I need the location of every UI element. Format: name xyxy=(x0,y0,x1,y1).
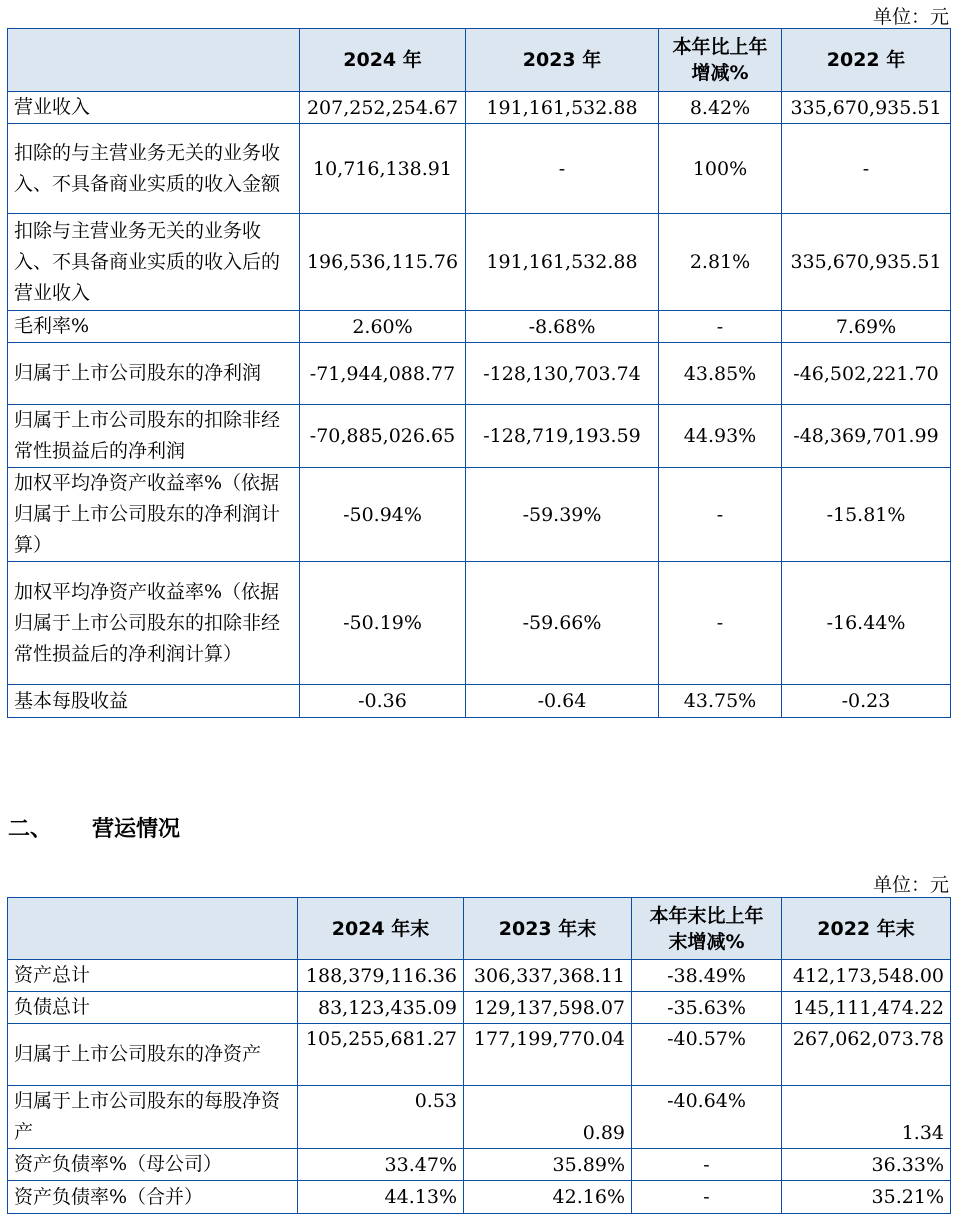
value-cell: -8.68% xyxy=(466,311,659,343)
value-cell: 36.33% xyxy=(782,1149,951,1181)
table-row xyxy=(8,92,951,124)
value-cell: - xyxy=(466,124,659,214)
header-2023-end: 2023 年末 xyxy=(464,898,632,960)
value-cell: 35.21% xyxy=(782,1181,951,1214)
value-cell: 33.47% xyxy=(298,1149,464,1181)
row-label: 归属于上市公司股东的净资产 xyxy=(8,1024,298,1086)
unit-label-1: 单位：元 xyxy=(872,6,949,28)
value-cell: -35.63% xyxy=(632,992,782,1024)
value-cell: 44.93% xyxy=(659,405,782,468)
value-cell: 35.89% xyxy=(464,1149,632,1181)
section-heading xyxy=(8,812,180,843)
row-label: 资产负债率%（合并） xyxy=(8,1181,298,1214)
value-cell: - xyxy=(782,124,951,214)
value-cell: -128,130,703.74 xyxy=(466,343,659,405)
value-cell: - xyxy=(659,311,782,343)
header-blank xyxy=(8,29,300,92)
table-row xyxy=(8,1024,951,1086)
value-cell: 2.60% xyxy=(300,311,466,343)
value-cell: 43.75% xyxy=(659,685,782,718)
value-cell: -48,369,701.99 xyxy=(782,405,951,468)
table-row xyxy=(8,124,951,214)
row-label: 归属于上市公司股东的扣除非经常性损益后的净利润 xyxy=(8,405,300,468)
value-cell: -15.81% xyxy=(782,468,951,562)
table-row xyxy=(8,468,951,562)
value-cell: - xyxy=(659,562,782,685)
row-label: 资产总计 xyxy=(8,960,298,992)
value-cell: 196,536,115.76 xyxy=(300,214,466,311)
value-cell: 306,337,368.11 xyxy=(464,960,632,992)
value-cell: -38.49% xyxy=(632,960,782,992)
row-label: 营业收入 xyxy=(8,92,300,124)
table-row xyxy=(8,960,951,992)
value-cell: -0.64 xyxy=(466,685,659,718)
unit-label-2: 单位：元 xyxy=(872,874,949,896)
value-cell: -46,502,221.70 xyxy=(782,343,951,405)
row-label: 资产负债率%（母公司） xyxy=(8,1149,298,1181)
table-row xyxy=(8,685,951,718)
value-cell: -16.44% xyxy=(782,562,951,685)
value-cell: - xyxy=(659,468,782,562)
value-cell: 105,255,681.27 xyxy=(298,1024,464,1086)
value-cell: 129,137,598.07 xyxy=(464,992,632,1024)
table-row xyxy=(8,992,951,1024)
row-label: 归属于上市公司股东的净利润 xyxy=(8,343,300,405)
value-cell: -40.64% xyxy=(632,1086,782,1149)
table-row xyxy=(8,343,951,405)
value-cell: - xyxy=(632,1149,782,1181)
value-cell: 8.42% xyxy=(659,92,782,124)
table-row xyxy=(8,562,951,685)
header-2022-end: 2022 年末 xyxy=(782,898,951,960)
header-2024-end: 2024 年末 xyxy=(298,898,464,960)
value-cell: 335,670,935.51 xyxy=(782,214,951,311)
table-row xyxy=(8,1149,951,1181)
value-cell: 0.53 xyxy=(298,1086,464,1149)
value-cell: 191,161,532.88 xyxy=(466,214,659,311)
value-cell: 145,111,474.22 xyxy=(782,992,951,1024)
value-cell: 0.89 xyxy=(464,1086,632,1149)
value-cell: 1.34 xyxy=(782,1086,951,1149)
operations-table xyxy=(7,897,951,1214)
value-cell: 10,716,138.91 xyxy=(300,124,466,214)
value-cell: -50.94% xyxy=(300,468,466,562)
value-cell: - xyxy=(632,1181,782,1214)
value-cell: 83,123,435.09 xyxy=(298,992,464,1024)
row-label: 基本每股收益 xyxy=(8,685,300,718)
value-cell: -59.66% xyxy=(466,562,659,685)
value-cell: 207,252,254.67 xyxy=(300,92,466,124)
row-label: 扣除的与主营业务无关的业务收入、不具备商业实质的收入金额 xyxy=(8,124,300,214)
header-2023: 2023 年 xyxy=(466,29,659,92)
row-label: 加权平均净资产收益率%（依据归属于上市公司股东的净利润计算） xyxy=(8,468,300,562)
table-row xyxy=(8,311,951,343)
header-change: 本年比上年增减% xyxy=(659,29,782,92)
row-label: 负债总计 xyxy=(8,992,298,1024)
value-cell: -59.39% xyxy=(466,468,659,562)
value-cell: 335,670,935.51 xyxy=(782,92,951,124)
header-change: 本年末比上年末增减% xyxy=(632,898,782,960)
value-cell: 100% xyxy=(659,124,782,214)
row-label: 归属于上市公司股东的每股净资产 xyxy=(8,1086,298,1149)
row-label: 扣除与主营业务无关的业务收入、不具备商业实质的收入后的营业收入 xyxy=(8,214,300,311)
value-cell: -70,885,026.65 xyxy=(300,405,466,468)
value-cell: -40.57% xyxy=(632,1024,782,1086)
value-cell: -0.36 xyxy=(300,685,466,718)
value-cell: 42.16% xyxy=(464,1181,632,1214)
row-label: 毛利率% xyxy=(8,311,300,343)
header-blank xyxy=(8,898,298,960)
table-row xyxy=(8,1086,951,1149)
financial-indicators-table xyxy=(7,28,951,718)
table-row xyxy=(8,214,951,311)
value-cell: -0.23 xyxy=(782,685,951,718)
header-2022: 2022 年 xyxy=(782,29,951,92)
value-cell: 267,062,073.78 xyxy=(782,1024,951,1086)
value-cell: 191,161,532.88 xyxy=(466,92,659,124)
value-cell: -128,719,193.59 xyxy=(466,405,659,468)
section-title: 营运情况 xyxy=(92,817,181,842)
value-cell: -50.19% xyxy=(300,562,466,685)
table-row xyxy=(8,1181,951,1214)
value-cell: 412,173,548.00 xyxy=(782,960,951,992)
row-label: 加权平均净资产收益率%（依据归属于上市公司股东的扣除非经常性损益后的净利润计算） xyxy=(8,562,300,685)
value-cell: 177,199,770.04 xyxy=(464,1024,632,1086)
table-row xyxy=(8,405,951,468)
value-cell: 7.69% xyxy=(782,311,951,343)
value-cell: -71,944,088.77 xyxy=(300,343,466,405)
section-number: 二、 xyxy=(8,817,53,842)
header-2024: 2024 年 xyxy=(300,29,466,92)
value-cell: 2.81% xyxy=(659,214,782,311)
value-cell: 43.85% xyxy=(659,343,782,405)
value-cell: 188,379,116.36 xyxy=(298,960,464,992)
value-cell: 44.13% xyxy=(298,1181,464,1214)
